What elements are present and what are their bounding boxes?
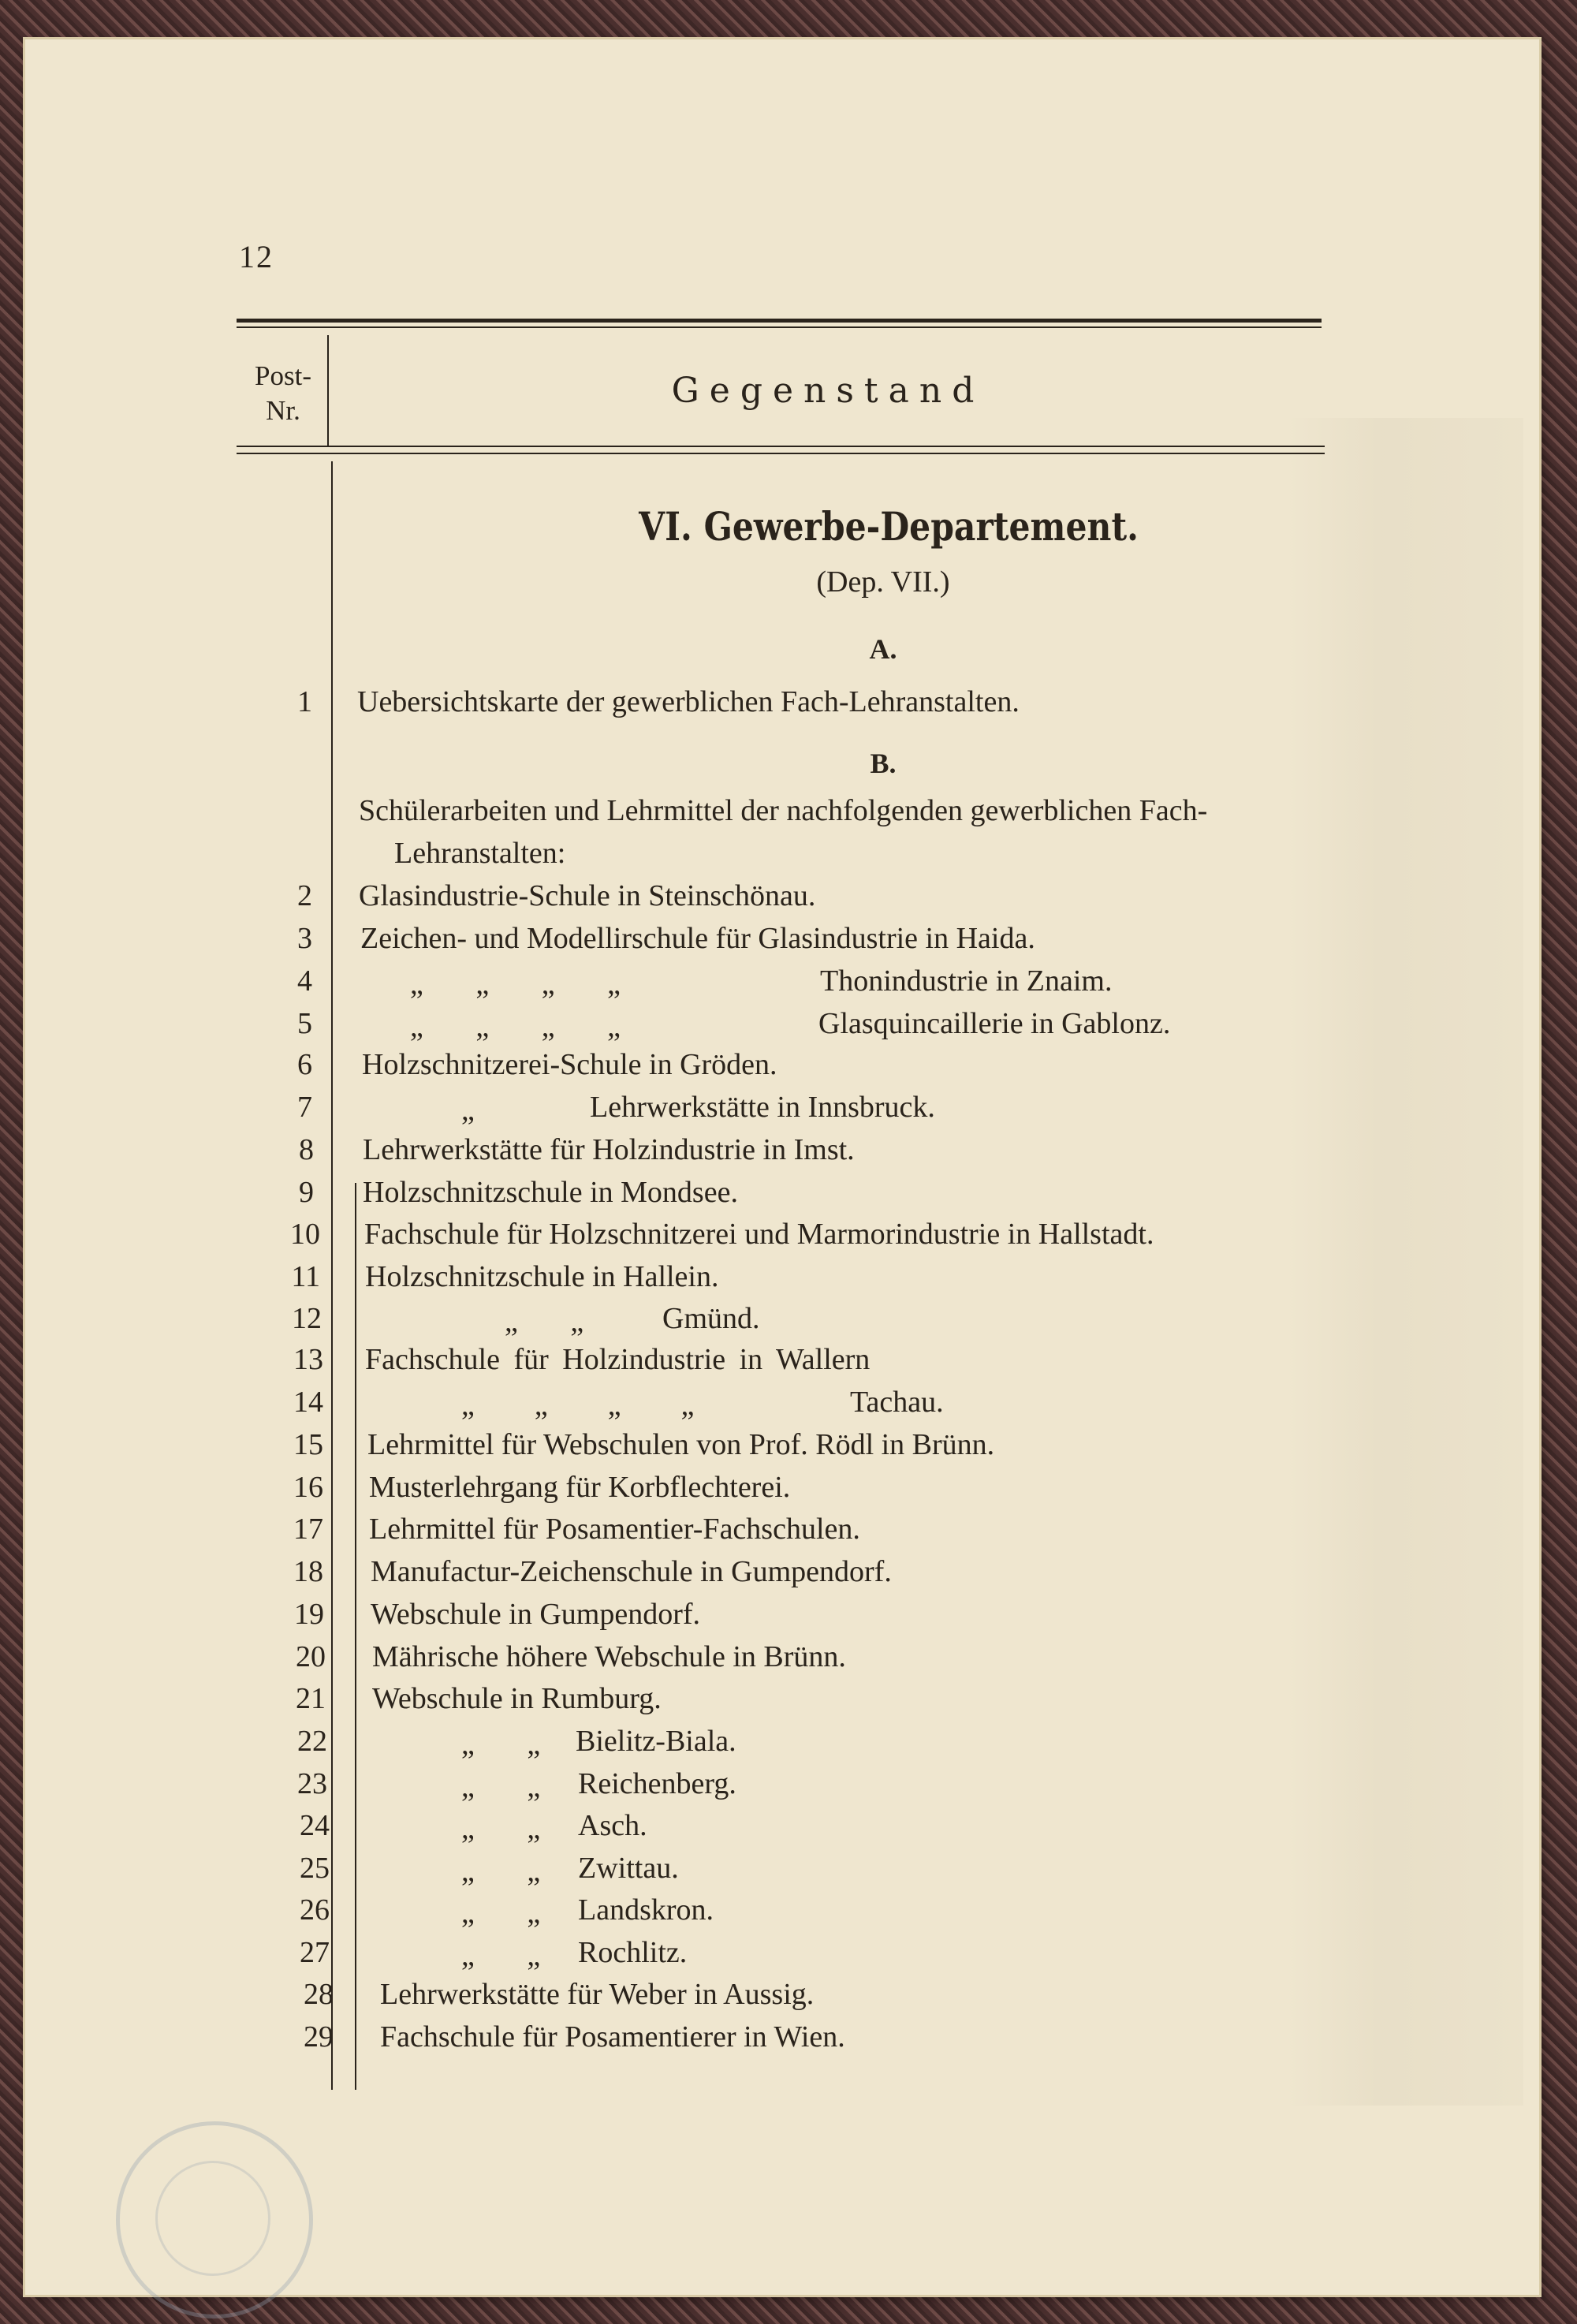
department-title	[339, 503, 1438, 550]
entry-text: Webschule in Gumpendorf.	[371, 1598, 700, 1631]
entry-text: Zeichen- und Modellirschule für Glasindustrie in Haida.	[360, 922, 1035, 955]
entry-ditto-marks: „ „	[461, 1770, 541, 1804]
entry-text: Holzschnitzschule in Mondsee.	[363, 1176, 738, 1209]
entry-text: Holzschnitzerei-Schule in Gröden.	[362, 1048, 777, 1081]
column-divider-body-lower	[355, 1183, 356, 2090]
entry-text: Fachschule für Posamentierer in Wien.	[380, 2020, 845, 2054]
entry-number: 6	[297, 1048, 312, 1081]
entry-number: 21	[296, 1682, 326, 1715]
department-subtitle: (Dep. VII.)	[816, 565, 950, 599]
entry-text: Landskron.	[578, 1893, 714, 1927]
entry-number: 5	[297, 1007, 312, 1040]
entry-number: 15	[293, 1428, 323, 1461]
page-number: 12	[239, 239, 274, 274]
section-a-heading: A.	[869, 633, 897, 665]
entry-text: Lehrwerkstätte in Innsbruck.	[590, 1091, 935, 1124]
entry-number: 17	[293, 1513, 323, 1546]
entry-text: Glasquincaillerie in Gablonz.	[818, 1007, 1171, 1040]
entry-text: Tachau.	[850, 1386, 944, 1419]
entry-number: 25	[300, 1852, 330, 1885]
entry-ditto-marks: „ „ „ „	[461, 1389, 695, 1422]
header-bottom-rule-1	[237, 446, 1325, 447]
entry-number: 29	[304, 2020, 334, 2054]
entry-text: Bielitz-Biala.	[576, 1725, 736, 1758]
entry-number: 8	[299, 1133, 314, 1166]
header-top-rule-thick	[237, 319, 1322, 323]
entry-text: Reichenberg.	[578, 1767, 736, 1800]
entry-text: Thonindustrie in Znaim.	[820, 964, 1113, 998]
entry-text: Zwittau.	[578, 1852, 679, 1885]
library-stamp	[116, 2121, 313, 2318]
entry-number: 1	[297, 685, 312, 718]
entry-number: 22	[297, 1725, 327, 1758]
entry-number: 3	[297, 922, 312, 955]
entry-number: 27	[300, 1936, 330, 1969]
entry-text: Lehrwerkstätte für Holzindustrie in Imst.	[363, 1133, 855, 1166]
entry-number: 24	[300, 1809, 330, 1842]
entry-ditto-marks: „ „	[461, 1897, 541, 1930]
section-b-intro-line1: Schülerarbeiten und Lehrmittel der nachfolgenden gewerblichen Fach-	[359, 794, 1208, 827]
entry-number: 20	[296, 1640, 326, 1673]
entry-text: Asch.	[578, 1809, 647, 1842]
entry-ditto-marks: „ „	[461, 1855, 541, 1888]
entry-text: Lehrmittel für Posamentier-Fachschulen.	[369, 1513, 860, 1546]
entry-ditto-marks: „	[461, 1094, 475, 1127]
header-top-rule-thin	[237, 326, 1322, 328]
entry-text: Fachschule für Holzschnitzerei und Marmorindustrie in Hallstadt.	[364, 1218, 1154, 1251]
entry-number: 12	[292, 1302, 322, 1335]
entry-number: 18	[293, 1555, 323, 1588]
entry-number: 9	[299, 1176, 314, 1209]
entry-text: Musterlehrgang für Korbflechterei.	[369, 1471, 791, 1504]
entry-number: 14	[293, 1386, 323, 1419]
post-nr-column-header	[240, 359, 326, 428]
column-divider-header	[327, 335, 329, 446]
entry-ditto-marks: „ „ „ „	[410, 968, 621, 1001]
post-nr-label-line2: Nr.	[266, 395, 300, 426]
entry-text: Lehrmittel für Webschulen von Prof. Rödl in Brünn.	[367, 1428, 995, 1461]
entry-text: Uebersichtskarte der gewerblichen Fach-Lehranstalten.	[357, 685, 1020, 718]
department-title-text: VI. Gewerbe-Departement.	[639, 503, 1139, 550]
entry-text: Gmünd.	[662, 1302, 760, 1335]
entry-number: 19	[294, 1598, 324, 1631]
entry-ditto-marks: „ „	[505, 1305, 584, 1338]
entry-text: Mährische höhere Webschule in Brünn.	[372, 1640, 846, 1673]
entry-ditto-marks: „ „	[461, 1939, 541, 1972]
entry-number: 7	[297, 1091, 312, 1124]
show-through-text-from-reverse	[1287, 418, 1523, 2106]
entry-number: 28	[304, 1978, 334, 2011]
entry-text: Lehrwerkstätte für Weber in Aussig.	[380, 1978, 815, 2011]
entry-ditto-marks: „ „ „ „	[410, 1010, 621, 1043]
post-nr-label-line1: Post-	[255, 360, 311, 391]
entry-number: 4	[297, 964, 312, 998]
entry-text: Holzschnitzschule in Hallein.	[365, 1260, 719, 1293]
section-b-heading: B.	[870, 748, 897, 779]
entry-text: Glasindustrie-Schule in Steinschönau.	[359, 879, 816, 912]
section-b-intro-line2: Lehranstalten:	[394, 837, 566, 870]
entry-text: Webschule in Rumburg.	[372, 1682, 662, 1715]
entry-number: 2	[297, 879, 312, 912]
column-divider-body	[331, 461, 333, 2090]
entry-number: 23	[297, 1767, 327, 1800]
entry-number: 13	[293, 1343, 323, 1376]
entry-number: 10	[290, 1218, 320, 1251]
entry-ditto-marks: „ „	[461, 1728, 541, 1761]
entry-number: 16	[293, 1471, 323, 1504]
entry-text: Fachschule für Holzindustrie in Wallern	[365, 1343, 871, 1376]
entry-text: Manufactur-Zeichenschule in Gumpendorf.	[371, 1555, 892, 1588]
gegenstand-column-header: Gegenstand	[671, 371, 985, 411]
header-bottom-rule-2	[237, 453, 1325, 454]
entry-number: 26	[300, 1893, 330, 1927]
entry-ditto-marks: „ „	[461, 1812, 541, 1845]
entry-number: 11	[291, 1260, 320, 1293]
entry-text: Rochlitz.	[578, 1936, 688, 1969]
